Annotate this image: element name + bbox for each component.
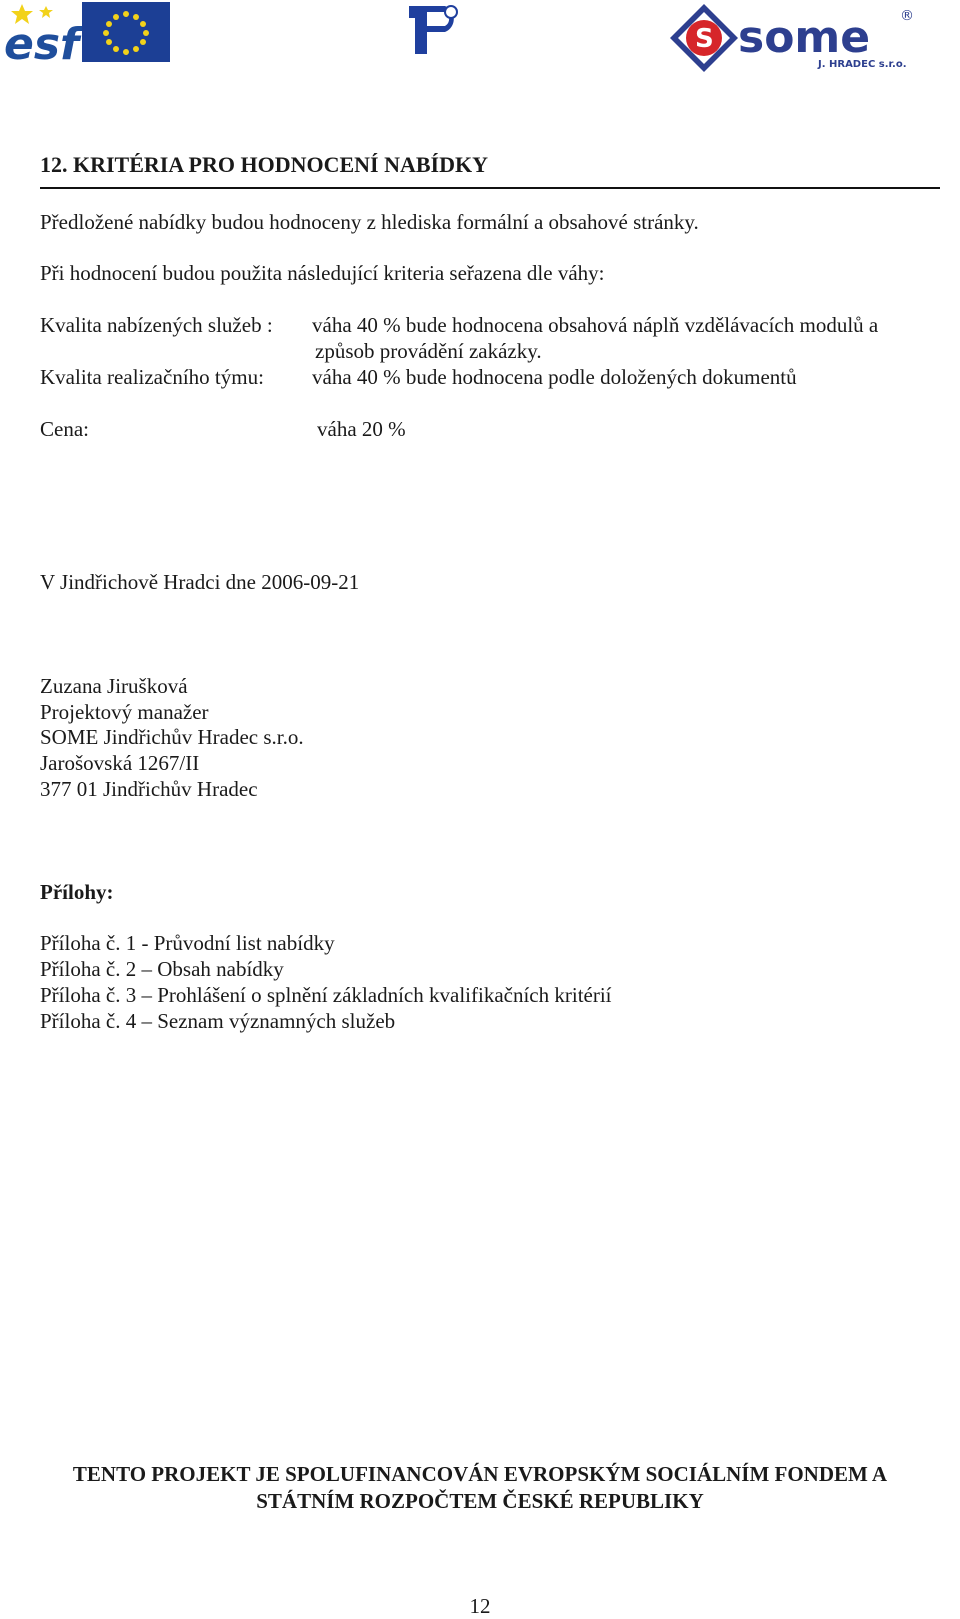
criterion-value: váha 40 % bude hodnocena podle doložených dokumentů: [312, 365, 797, 389]
section-title: 12. KRITÉRIA PRO HODNOCENÍ NABÍDKY: [40, 152, 488, 177]
criterion-label: Kvalita realizačního týmu:: [40, 365, 264, 389]
criterion-value: váha 40 % bude hodnocena obsahová náplň vzdělávacích modulů a: [312, 313, 879, 337]
footer-line: TENTO PROJEKT JE SPOLUFINANCOVÁN EVROPSKÝM SOCIÁLNÍM FONDEM A: [72, 1462, 888, 1486]
attachment-item: Příloha č. 4 – Seznam významných služeb: [40, 1009, 396, 1033]
some-logo: [668, 2, 918, 72]
attachment-item: Příloha č. 2 – Obsah nabídky: [40, 957, 284, 981]
criteria-intro: Při hodnocení budou použita následující kriteria seřazena dle váhy:: [40, 261, 605, 285]
page-number: 12: [469, 1594, 491, 1618]
criterion-value-cont: způsob provádění zakázky.: [315, 339, 542, 363]
some-logo-subtext: J. HRADEC s.r.o.: [818, 59, 907, 70]
some-logo-text: some: [738, 12, 871, 63]
place-date: V Jindřichově Hradci dne 2006-09-21: [40, 570, 360, 594]
esf-logo-text: esf: [4, 19, 80, 64]
signature-line: SOME Jindřichův Hradec s.r.o.: [40, 725, 304, 749]
funding-footer: [0, 1461, 960, 1515]
institution-logo: [405, 2, 463, 56]
criterion-label: Kvalita nabízených služeb :: [40, 313, 273, 337]
signature-line: Zuzana Jirušková: [40, 674, 188, 698]
some-logo-registered: ®: [900, 8, 914, 24]
svg-text:S: S: [695, 24, 714, 54]
heading-rule: [40, 187, 940, 189]
signature-line: Jarošovská 1267/II: [40, 751, 200, 775]
criterion-label: Cena:: [40, 417, 89, 441]
criterion-value: váha 20 %: [317, 417, 406, 441]
esf-logo: [2, 2, 170, 64]
attachment-item: Příloha č. 3 – Prohlášení o splnění základních kvalifikačních kritérií: [40, 983, 612, 1007]
attachments-title: Přílohy:: [40, 880, 114, 904]
signature-line: 377 01 Jindřichův Hradec: [40, 777, 258, 801]
intro-text: Předložené nabídky budou hodnoceny z hlediska formální a obsahové stránky.: [40, 210, 699, 234]
attachment-item: Příloha č. 1 - Průvodní list nabídky: [40, 931, 335, 955]
signature-line: Projektový manažer: [40, 700, 209, 724]
footer-line: STÁTNÍM ROZPOČTEM ČESKÉ REPUBLIKY: [256, 1489, 704, 1513]
